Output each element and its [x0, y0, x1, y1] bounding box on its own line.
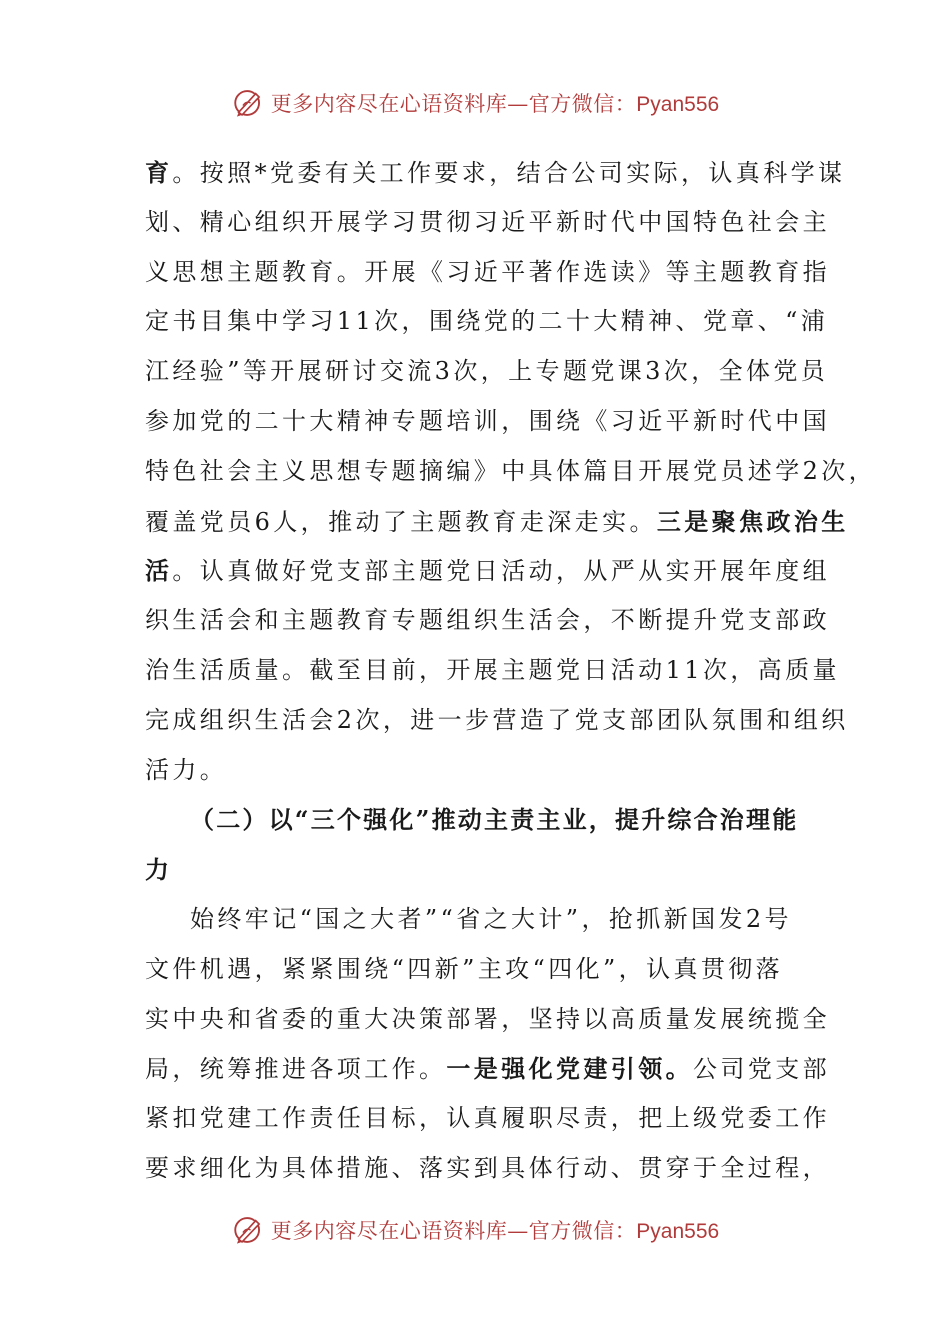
- text-segment: 织生活会和主题教育专题组织生活会，不断提升党支部政: [145, 606, 830, 635]
- text-segment: （二）以“三个强化”推动主责主业，提升综合治理能: [190, 805, 799, 835]
- pen-logo-icon: [231, 86, 265, 120]
- text-line: [145, 1144, 830, 1194]
- wechat-id: Pyan556: [636, 1220, 720, 1243]
- text-segment: 划、精心组织开展学习贯彻习近平新时代中国特色社会主: [145, 207, 830, 236]
- text-segment: 。按照*党委有关工作要求，结合公司实际，认真科学谋: [172, 159, 846, 187]
- text-segment: 文件机遇，紧紧围绕“四新”主攻“四化”，认真贯彻落: [145, 954, 784, 983]
- text-line: [145, 347, 829, 397]
- bold-text-segment: 活: [145, 556, 173, 586]
- text-segment: 江经验”等开展研讨交流3次，上专题党课3次，全体党员: [145, 357, 829, 386]
- pen-logo-icon: [231, 1213, 265, 1247]
- text-line: [145, 746, 825, 796]
- section-heading-line: [145, 795, 825, 845]
- watermark-text: 更多内容尽在心语资料库—官方微信：Pyan556: [270, 92, 720, 116]
- footer-watermark-banner: [0, 1212, 950, 1248]
- text-segment: 。认真做好党支部主题党日活动，从严从实开展年度组: [172, 557, 831, 586]
- text-line: [145, 198, 830, 248]
- bold-text-segment: 育: [145, 158, 173, 187]
- text-segment: 紧扣党建工作责任目标，认真履职尽责，把上级党委工作: [145, 1104, 830, 1133]
- text-line: [145, 447, 877, 497]
- text-line: [145, 995, 830, 1045]
- text-segment: 活力。: [145, 755, 228, 784]
- text-line: [145, 546, 831, 596]
- text-segment: 完成组织生活会2次，进一步营造了党支部团队氛围和组织: [145, 705, 849, 734]
- header-watermark-banner: [0, 85, 950, 121]
- text-segment: 义思想主题教育。开展《习近平著作选读》等主题教育指: [145, 257, 830, 286]
- text-line: [145, 148, 846, 198]
- text-segment: 力: [145, 855, 172, 885]
- text-line: [145, 596, 830, 646]
- text-segment: 参加党的二十大精神专题培训，围绕《习近平新时代中国: [145, 406, 830, 435]
- text-line: [145, 397, 830, 447]
- text-segment: 公司党支部: [693, 1055, 831, 1084]
- bold-text-segment: 一是强化党建引领。: [446, 1054, 694, 1084]
- text-segment: 要求细化为具体措施、落实到具体行动、贯穿于全过程，: [145, 1153, 830, 1182]
- wechat-id: Pyan556: [636, 93, 720, 116]
- text-line: [145, 1094, 830, 1144]
- text-line: [145, 895, 825, 945]
- watermark-text: 更多内容尽在心语资料库—官方微信：Pyan556: [270, 1219, 720, 1243]
- text-segment: 局，统筹推进各项工作。: [145, 1055, 447, 1084]
- text-line: [145, 248, 830, 298]
- text-segment: 覆盖党员6人，推动了主题教育走深走实。: [145, 507, 657, 536]
- text-segment: 特色社会主义思想专题摘编》中具体篇目开展党员述学2次，: [145, 456, 877, 485]
- text-line: [145, 297, 829, 347]
- text-segment: 治生活质量。截至目前，开展主题党日活动11次，高质量: [145, 655, 840, 684]
- text-segment: 实中央和省委的重大决策部署，坚持以高质量发展统揽全: [145, 1004, 830, 1033]
- text-segment: 始终牢记“国之大者”“省之大计”，抢抓新国发2号: [190, 904, 792, 933]
- text-line: [145, 497, 849, 547]
- document-body: [145, 148, 877, 1194]
- section-heading-line: [145, 845, 825, 895]
- text-line: [145, 696, 849, 746]
- bold-text-segment: 三是聚焦政治生: [656, 506, 849, 536]
- text-line: [145, 945, 825, 995]
- text-segment: 定书目集中学习11次，围绕党的二十大精神、党章、“浦: [145, 307, 829, 336]
- text-line: [145, 646, 840, 696]
- text-line: [145, 1044, 831, 1094]
